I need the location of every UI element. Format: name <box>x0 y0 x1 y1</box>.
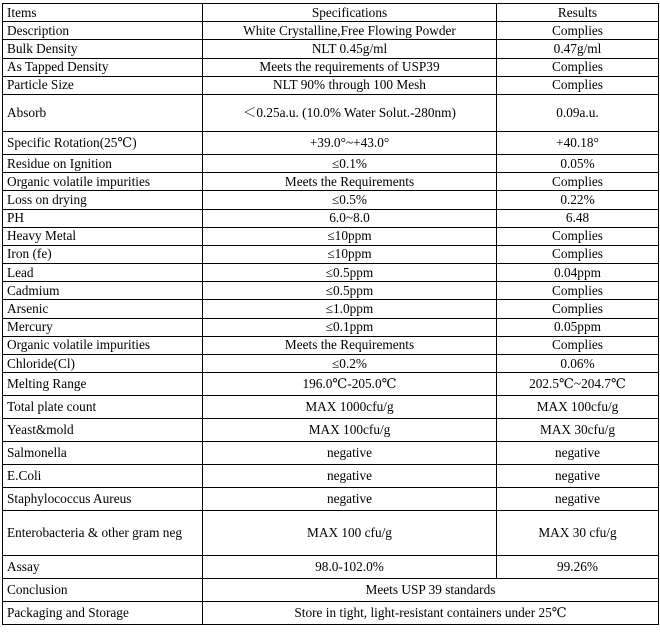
item-cell: Specific Rotation(25℃) <box>3 131 203 154</box>
result-cell: 0.22% <box>497 191 659 209</box>
result-cell: Complies <box>497 282 659 300</box>
spec-cell: ≤1.0ppm <box>203 300 497 318</box>
spec-cell: ≤10ppm <box>203 227 497 245</box>
table-row <box>3 419 659 442</box>
result-cell: MAX 30 cfu/g <box>497 511 659 556</box>
item-cell: PH <box>3 209 203 227</box>
result-cell: Complies <box>497 227 659 245</box>
result-cell: Complies <box>497 76 659 94</box>
result-cell: 6.48 <box>497 209 659 227</box>
table-row <box>3 58 659 76</box>
spec-cell: White Crystalline,Free Flowing Powder <box>203 22 497 40</box>
table-row <box>3 40 659 58</box>
table-row <box>3 355 659 373</box>
table-row <box>3 465 659 488</box>
spec-cell: Meets the requirements of USP39 <box>203 58 497 76</box>
spec-cell: MAX 1000cfu/g <box>203 396 497 419</box>
result-cell: Complies <box>497 173 659 191</box>
item-cell: Heavy Metal <box>3 227 203 245</box>
spec-cell: NLT 0.45g/ml <box>203 40 497 58</box>
table-row <box>3 442 659 465</box>
item-cell: Total plate count <box>3 396 203 419</box>
table-row <box>3 336 659 354</box>
spec-cell: Meets the Requirements <box>203 173 497 191</box>
table-row <box>3 227 659 245</box>
item-cell: Organic volatile impurities <box>3 336 203 354</box>
spec-cell: 98.0-102.0% <box>203 556 497 579</box>
table-row <box>3 264 659 282</box>
table-row <box>3 209 659 227</box>
packaging-label: Packaging and Storage <box>3 602 203 625</box>
item-cell: Cadmium <box>3 282 203 300</box>
table-row <box>3 282 659 300</box>
spec-cell: MAX 100 cfu/g <box>203 511 497 556</box>
item-cell: Staphylococcus Aureus <box>3 488 203 511</box>
spec-cell: ≤0.5ppm <box>203 264 497 282</box>
item-cell: Organic volatile impurities <box>3 173 203 191</box>
spec-cell: MAX 100cfu/g <box>203 419 497 442</box>
conclusion-row <box>3 579 659 602</box>
result-cell: negative <box>497 442 659 465</box>
conclusion-value: Meets USP 39 standards <box>203 579 659 602</box>
item-cell: Arsenic <box>3 300 203 318</box>
spec-cell: ＜0.25a.u. (10.0% Water Solut.-280nm) <box>203 94 497 131</box>
table-row <box>3 373 659 396</box>
item-cell: Bulk Density <box>3 40 203 58</box>
item-cell: Chloride(Cl) <box>3 355 203 373</box>
item-cell: Particle Size <box>3 76 203 94</box>
result-cell: 0.06% <box>497 355 659 373</box>
result-cell: MAX 30cfu/g <box>497 419 659 442</box>
result-cell: 99.26% <box>497 556 659 579</box>
item-cell: Absorb <box>3 94 203 131</box>
table-row <box>3 191 659 209</box>
spec-cell: ≤0.2% <box>203 355 497 373</box>
item-cell: Salmonella <box>3 442 203 465</box>
result-cell: 0.09a.u. <box>497 94 659 131</box>
specification-table <box>2 3 659 625</box>
spec-cell: +39.0°~+43.0° <box>203 131 497 154</box>
header-results: Results <box>497 4 659 22</box>
table-row <box>3 511 659 556</box>
item-cell: As Tapped Density <box>3 58 203 76</box>
table-row <box>3 300 659 318</box>
table-row <box>3 396 659 419</box>
item-cell: Loss on drying <box>3 191 203 209</box>
table-row <box>3 22 659 40</box>
item-cell: Residue on Ignition <box>3 154 203 172</box>
spec-cell: ≤0.5% <box>203 191 497 209</box>
item-cell: Yeast&mold <box>3 419 203 442</box>
result-cell: 0.47g/ml <box>497 40 659 58</box>
spec-cell: Meets the Requirements <box>203 336 497 354</box>
spec-cell: negative <box>203 465 497 488</box>
header-items: Items <box>3 4 203 22</box>
table-header-row <box>3 4 659 22</box>
result-cell: Complies <box>497 245 659 263</box>
result-cell: MAX 100cfu/g <box>497 396 659 419</box>
item-cell: Melting Range <box>3 373 203 396</box>
spec-cell: negative <box>203 442 497 465</box>
spec-cell: 196.0℃-205.0℃ <box>203 373 497 396</box>
table-row <box>3 556 659 579</box>
result-cell: 0.04ppm <box>497 264 659 282</box>
table-row <box>3 131 659 154</box>
result-cell: 202.5℃~204.7℃ <box>497 373 659 396</box>
item-cell: E.Coli <box>3 465 203 488</box>
item-cell: Enterobacteria & other gram neg <box>3 511 203 556</box>
item-cell: Description <box>3 22 203 40</box>
result-cell: Complies <box>497 336 659 354</box>
result-cell: 0.05% <box>497 154 659 172</box>
item-cell: Lead <box>3 264 203 282</box>
result-cell: Complies <box>497 58 659 76</box>
packaging-value: Store in tight, light-resistant containers under 25℃ <box>203 602 659 625</box>
spec-cell: ≤0.1ppm <box>203 318 497 336</box>
table-row <box>3 76 659 94</box>
conclusion-label: Conclusion <box>3 579 203 602</box>
table-row <box>3 173 659 191</box>
result-cell: Complies <box>497 300 659 318</box>
result-cell: 0.05ppm <box>497 318 659 336</box>
result-cell: negative <box>497 465 659 488</box>
item-cell: Assay <box>3 556 203 579</box>
result-cell: Complies <box>497 22 659 40</box>
table-row <box>3 488 659 511</box>
packaging-row <box>3 602 659 625</box>
spec-cell: negative <box>203 488 497 511</box>
spec-cell: ≤10ppm <box>203 245 497 263</box>
result-cell: negative <box>497 488 659 511</box>
table-row <box>3 154 659 172</box>
item-cell: Mercury <box>3 318 203 336</box>
spec-cell: ≤0.5ppm <box>203 282 497 300</box>
table-row <box>3 245 659 263</box>
result-cell: +40.18° <box>497 131 659 154</box>
table-row <box>3 94 659 131</box>
table-row <box>3 318 659 336</box>
spec-cell: NLT 90% through 100 Mesh <box>203 76 497 94</box>
spec-cell: 6.0~8.0 <box>203 209 497 227</box>
item-cell: Iron (fe) <box>3 245 203 263</box>
header-specifications: Specifications <box>203 4 497 22</box>
spec-cell: ≤0.1% <box>203 154 497 172</box>
